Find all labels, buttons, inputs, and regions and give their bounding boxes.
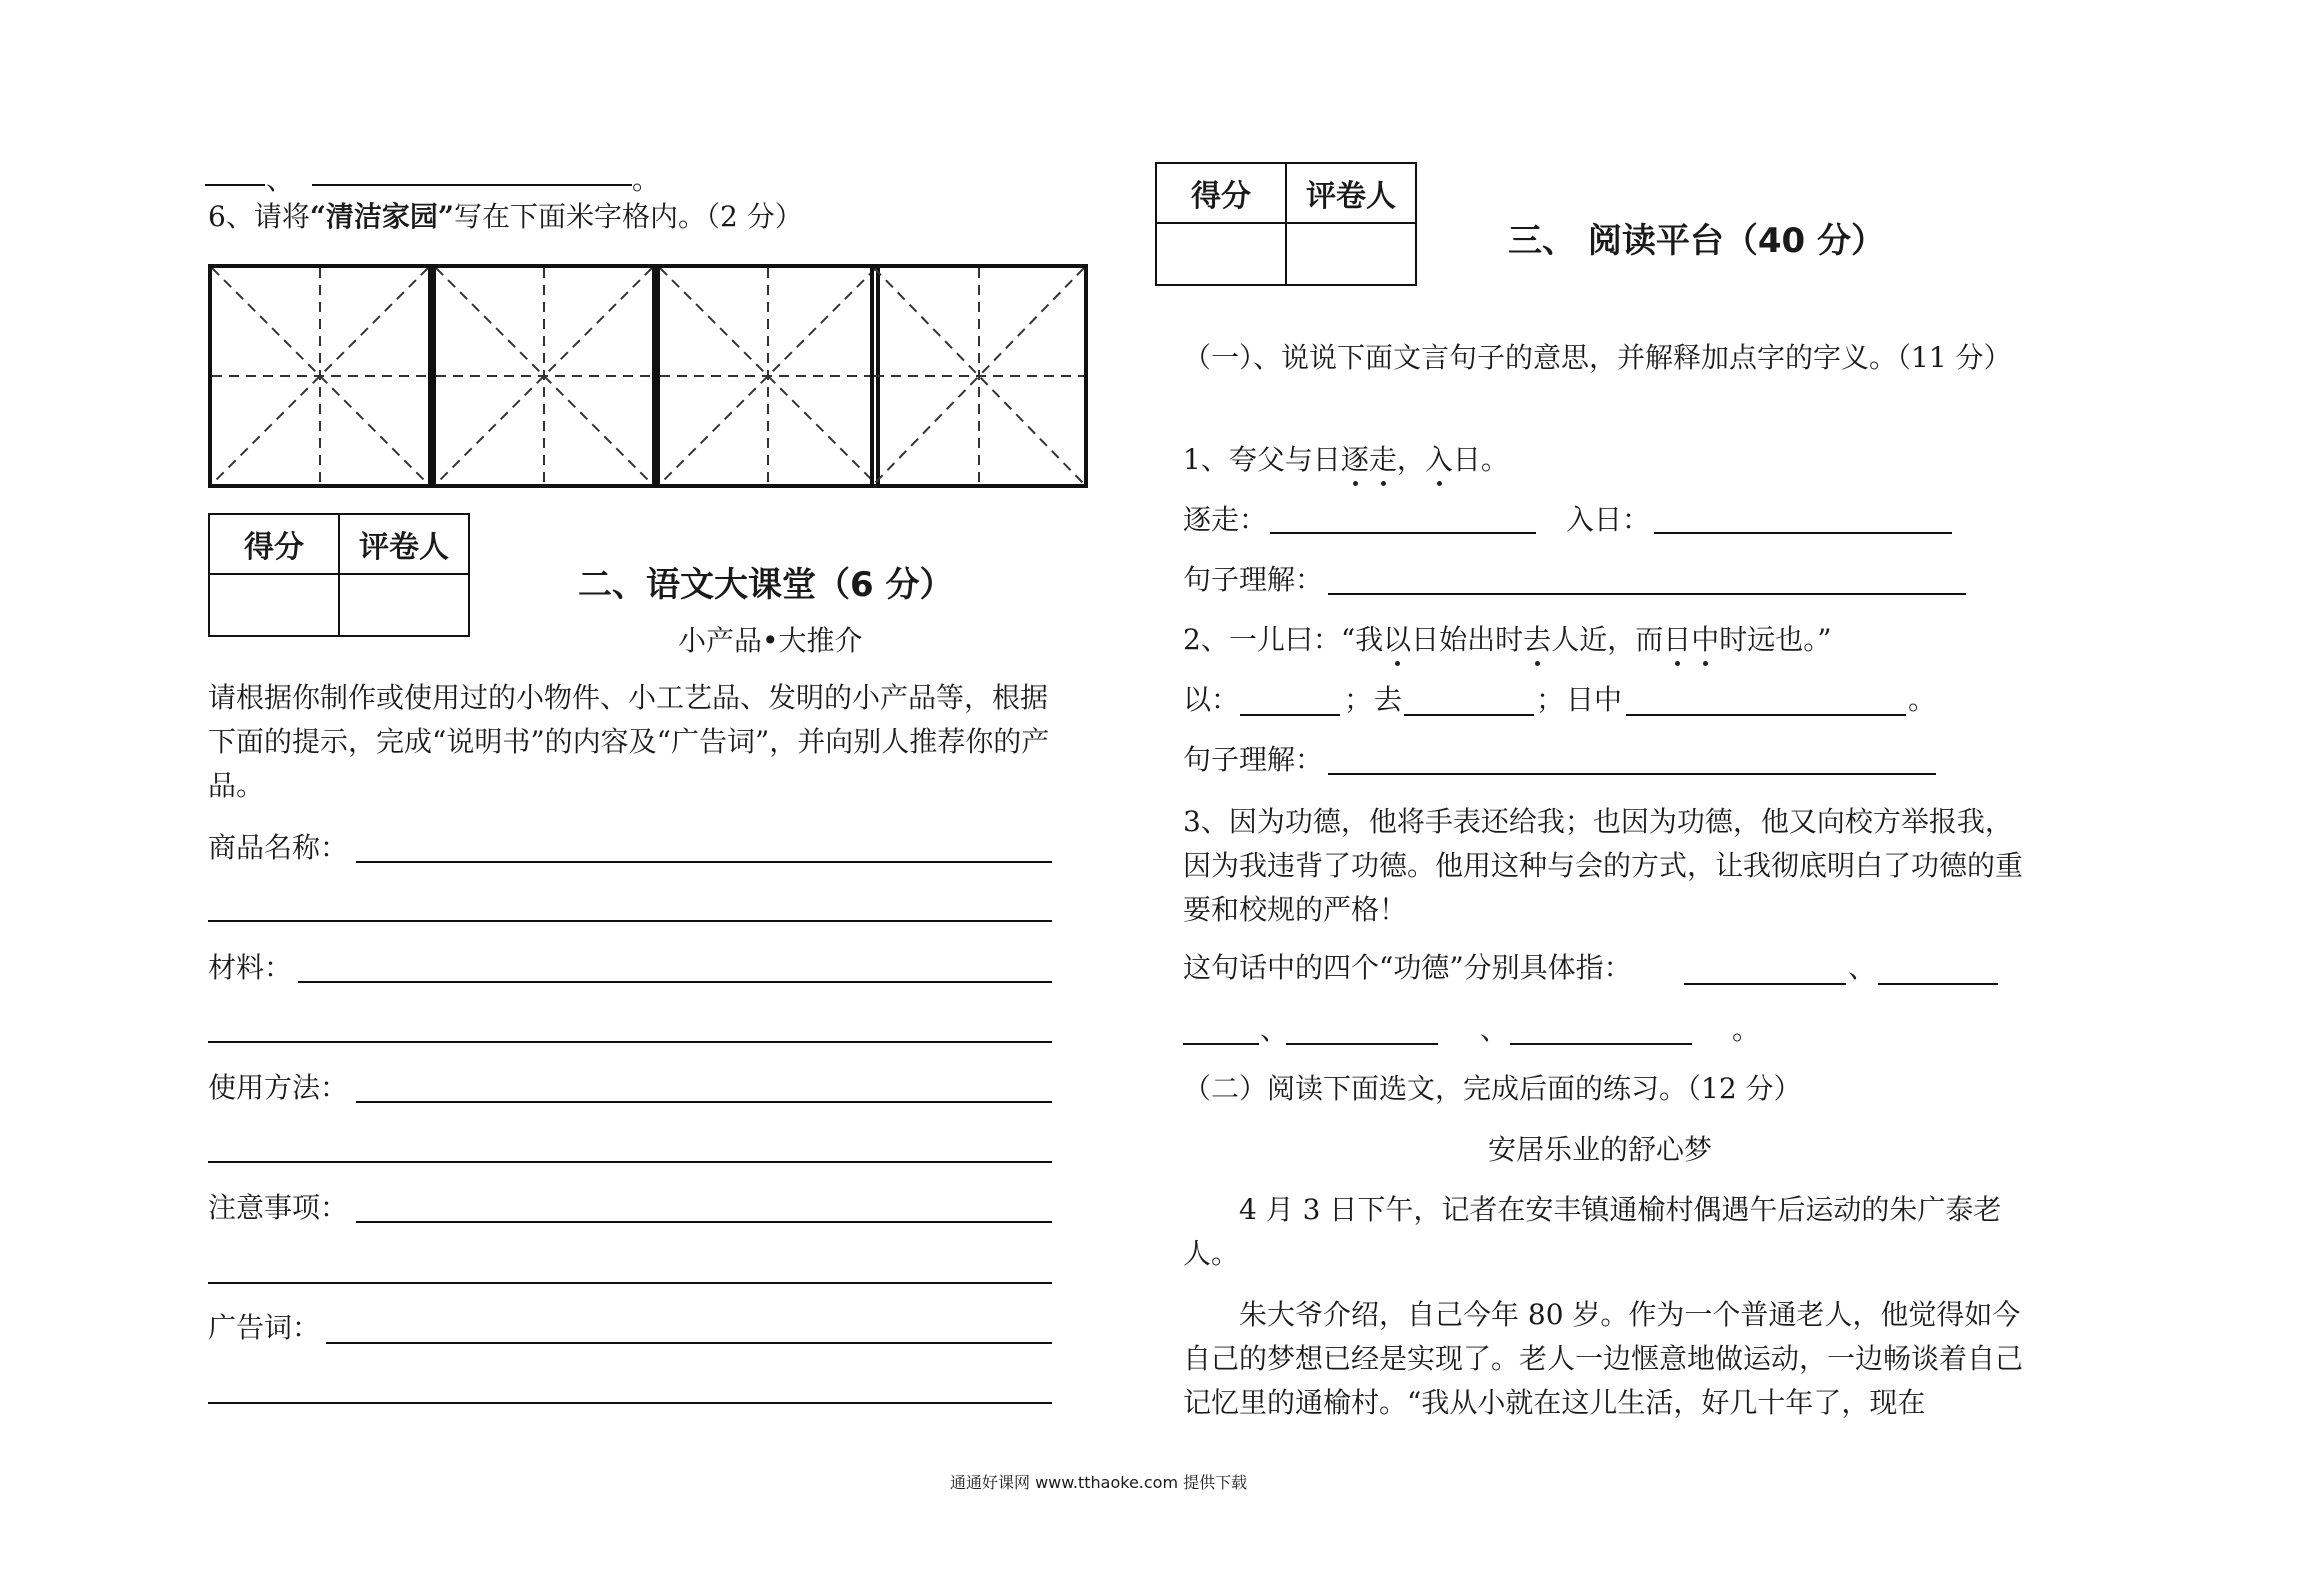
dotted-char: 入	[1425, 440, 1453, 480]
mi-grid-cell[interactable]	[208, 264, 432, 488]
q2-mid1: 日始出时	[1411, 623, 1524, 656]
question-6-word: “清洁家园”	[309, 200, 455, 233]
usage-line[interactable]	[356, 1101, 1052, 1103]
score-cell[interactable]	[209, 574, 339, 636]
q2-sep1: ；	[1344, 683, 1373, 716]
grader-cell[interactable]	[339, 574, 469, 636]
mi-grid-guides	[660, 268, 876, 484]
score-cell[interactable]	[1156, 223, 1286, 285]
q1-mid: ，	[1396, 443, 1425, 476]
part-2-heading: （二）阅读下面选文，完成后面的练习。（12 分）	[1183, 1072, 1802, 1105]
passage-title: 安居乐业的舒心梦	[1488, 1133, 1713, 1166]
product-name-label: 商品名称：	[208, 831, 349, 864]
mi-grid-guides	[212, 268, 428, 484]
grader-cell[interactable]	[1286, 223, 1416, 285]
q2-field-c-label: 日中	[1566, 683, 1623, 716]
q2-mid2: 人近，而	[1551, 623, 1664, 656]
question-6	[208, 197, 803, 237]
notes-label: 注意事项：	[208, 1191, 349, 1224]
q1-sentence-line[interactable]	[1328, 593, 1966, 595]
product-name-line[interactable]	[356, 861, 1052, 863]
q1-sentence-label: 句子理解：	[1183, 563, 1324, 596]
q1-field-b-line[interactable]	[1654, 532, 1952, 534]
q1-field-b-label: 入日：	[1566, 503, 1651, 536]
q2-end: 。	[1908, 683, 1937, 716]
section-2-subtitle: 小产品•大推介	[678, 624, 863, 657]
q2-post: 时远也。”	[1719, 623, 1832, 656]
q3-line-4[interactable]	[1510, 1043, 1692, 1045]
q3-end: 。	[1732, 1013, 1761, 1046]
ad-line[interactable]	[326, 1342, 1052, 1344]
dotted-char: 中	[1691, 620, 1719, 660]
q2-field-b-line[interactable]	[1404, 714, 1534, 716]
notes-line[interactable]	[356, 1221, 1052, 1223]
product-name-line-2[interactable]	[208, 920, 1052, 922]
section-2-title: 二、语文大课堂（6 分）	[578, 565, 954, 605]
answer-line[interactable]	[312, 184, 632, 186]
dotted-char: 走	[1369, 440, 1397, 480]
q3-prompt: 这句话中的四个“功德”分别具体指：	[1183, 951, 1632, 984]
material-line[interactable]	[298, 981, 1052, 983]
separator-text: 、	[266, 163, 295, 196]
q1-field-a-line[interactable]	[1270, 532, 1536, 534]
q1-pre: 1、夸父与日	[1183, 443, 1341, 476]
period-text: 。	[632, 163, 661, 196]
usage-label: 使用方法：	[208, 1071, 349, 1104]
mi-grid-cell[interactable]	[656, 264, 880, 488]
q1-field-a-label: 逐走：	[1183, 503, 1268, 536]
q3-line-3[interactable]	[1286, 1043, 1438, 1045]
q1-post: 日。	[1452, 443, 1509, 476]
q2-pre: 2、一儿曰：“我	[1183, 623, 1384, 656]
ad-label: 广告词：	[208, 1311, 321, 1344]
q2-sentence-line[interactable]	[1328, 773, 1936, 775]
dotted-char: 以	[1383, 620, 1411, 660]
dotted-char: 去	[1523, 620, 1551, 660]
dotted-char: 逐	[1341, 440, 1369, 480]
section-3-title: 三、 阅读平台（40 分）	[1508, 221, 1885, 261]
mi-grid-cell[interactable]	[432, 264, 656, 488]
mi-grid-guides	[874, 268, 1084, 484]
dotted-char: 日	[1663, 620, 1691, 660]
score-table	[208, 513, 470, 637]
q2-field-c-line[interactable]	[1626, 714, 1906, 716]
mi-grid-cell[interactable]	[870, 264, 1088, 488]
score-header: 得分	[1156, 163, 1286, 223]
q2-sentence-label: 句子理解：	[1183, 743, 1324, 776]
ad-line-2[interactable]	[208, 1402, 1052, 1404]
passage-paragraph-1: 4 月 3 日下午，记者在安丰镇通榆村偶遇午后运动的朱广泰老人。	[1183, 1193, 2002, 1270]
grader-header: 评卷人	[1286, 163, 1416, 223]
q3-sep2: 、	[1260, 1013, 1289, 1046]
answer-line[interactable]	[205, 184, 265, 186]
question-1	[1183, 440, 1509, 480]
q3-sep3: 、	[1480, 1013, 1509, 1046]
usage-line-2[interactable]	[208, 1161, 1052, 1163]
part-1-heading: （一）、说说下面文言句子的意思，并解释加点字的字义。（11 分）	[1183, 341, 2012, 374]
question-6-label: 6、请将	[208, 200, 310, 233]
question-2	[1183, 620, 1832, 660]
grader-header: 评卷人	[339, 514, 469, 574]
q2-sep2: ；	[1536, 683, 1565, 716]
section-2-intro: 请根据你制作或使用过的小物件、小工艺品、发明的小产品等，根据下面的提示，完成“说明书”的内容及“广告词”，并向别人推荐你的产品。	[208, 681, 1050, 802]
question-6-rest: 写在下面米字格内。（2 分）	[454, 200, 803, 233]
material-label: 材料：	[208, 951, 293, 984]
question-3: 3、因为功德，他将手表还给我；也因为功德，他又向校方举报我，因为我违背了功德。他用这种与会的方式，让我彻底明白了功德的重要和校规的严格！	[1183, 805, 2024, 926]
q3-line-1[interactable]	[1684, 983, 1846, 985]
q3-line-2b[interactable]	[1183, 1043, 1259, 1045]
q2-field-a-line[interactable]	[1240, 714, 1340, 716]
footer-text: 通通好课网 www.tthaoke.com 提供下载	[950, 1473, 1248, 1492]
score-header: 得分	[209, 514, 339, 574]
material-line-2[interactable]	[208, 1041, 1052, 1043]
q3-sep1: 、	[1848, 951, 1877, 984]
notes-line-2[interactable]	[208, 1282, 1052, 1284]
q2-field-a-label: 以：	[1183, 683, 1240, 716]
mi-grid-guides	[436, 268, 652, 484]
passage-paragraph-2: 朱大爷介绍，自己今年 80 岁。作为一个普通老人，他觉得如今自己的梦想已经是实现了。老人一边惬意地做运动，一边畅谈着自己记忆里的通榆村。“我从小就在这儿生活，好几十年了，现在	[1183, 1298, 2024, 1419]
q3-line-2a[interactable]	[1878, 983, 1998, 985]
score-table-right	[1155, 162, 1417, 286]
q2-field-b-label: 去	[1374, 683, 1403, 716]
